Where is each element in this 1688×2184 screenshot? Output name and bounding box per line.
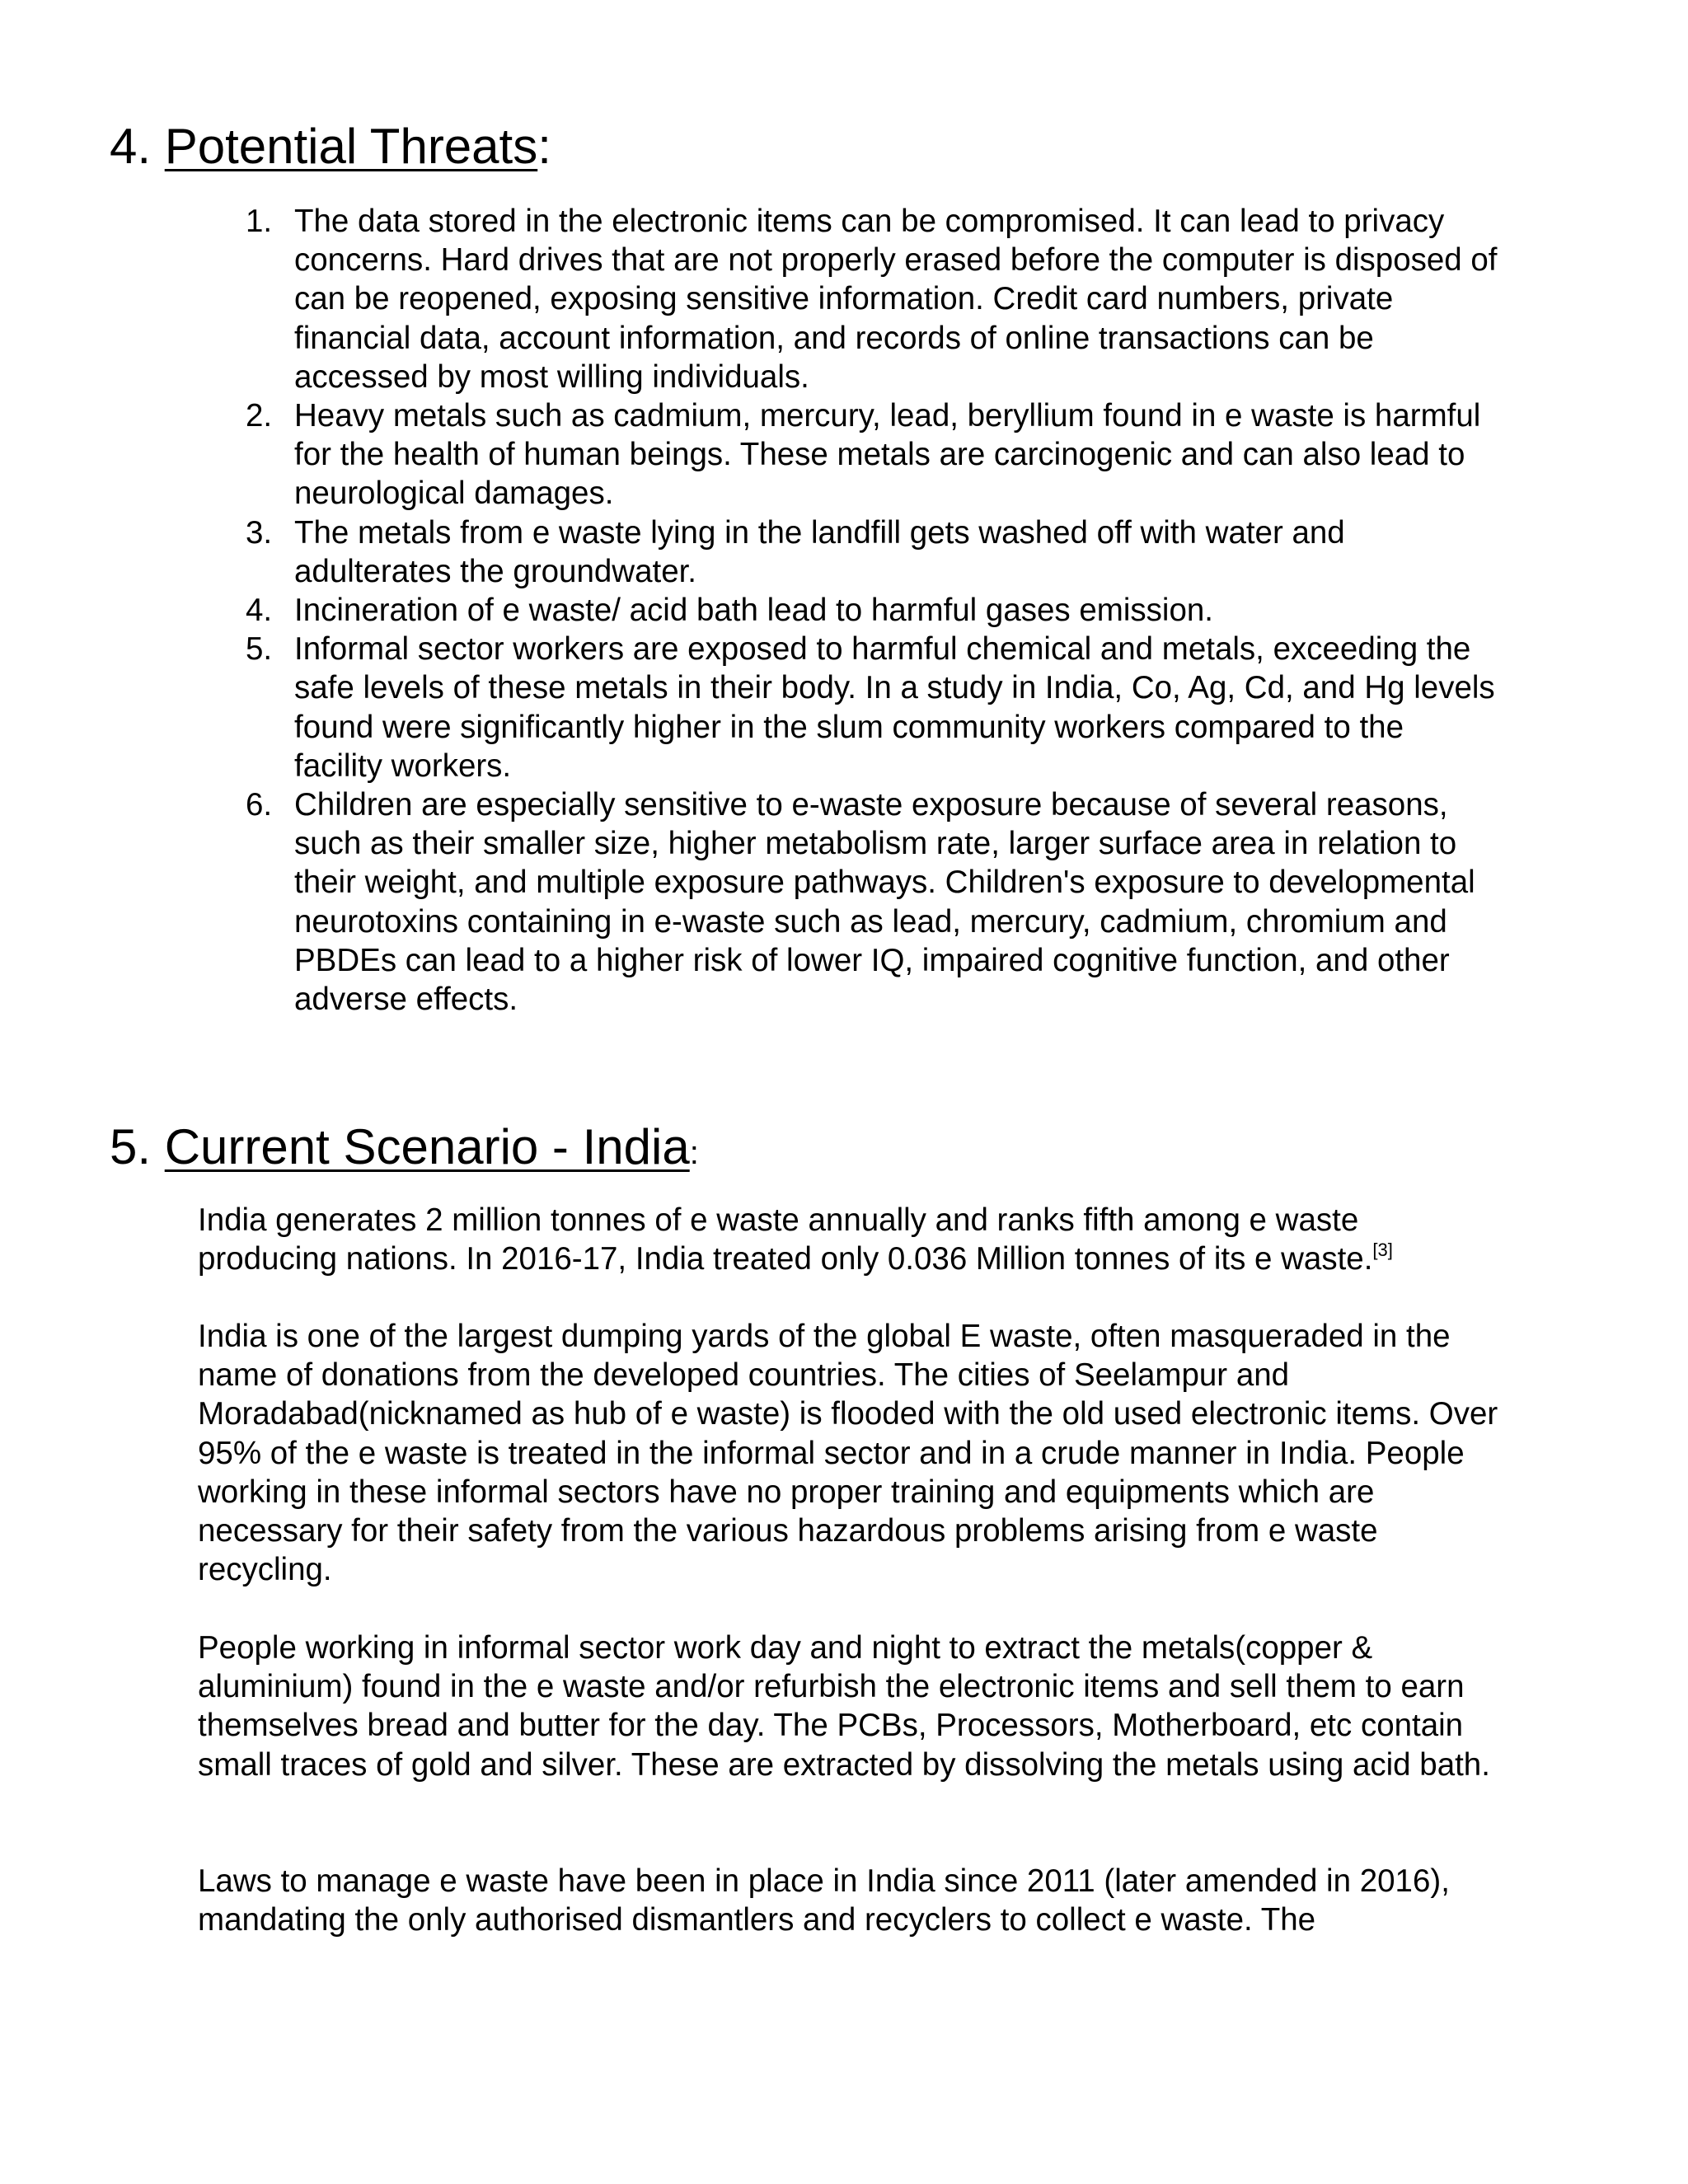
paragraph-text: India generates 2 million tonnes of e waste annually and ranks fifth among e waste producing nations. In 2016-17, India treated only 0.036 Million tonnes of its e waste. xyxy=(198,1202,1373,1277)
list-item xyxy=(0,630,1498,785)
list-item-number: 5. xyxy=(246,631,273,668)
paragraph-generation-stats xyxy=(198,1201,1500,1278)
paragraph-laws: Laws to manage e waste have been in place in India since 2011 (later amended in 2016), mandating the only authorised dismantlers and recyclers to collect e waste. The xyxy=(198,1863,1450,1938)
section-5-heading xyxy=(110,1118,699,1183)
list-item-number: 3. xyxy=(246,514,273,551)
list-item xyxy=(0,785,1498,1019)
list-item-number: 4. xyxy=(246,593,273,629)
list-item xyxy=(0,591,1498,630)
citation-reference[interactable]: [3] xyxy=(1372,1240,1393,1261)
list-item xyxy=(0,396,1498,513)
list-item xyxy=(0,202,1498,396)
paragraph-dumping-yards: India is one of the largest dumping yards of the global E waste, often masqueraded in the name of donations from the developed countries. The cities of Seelampur and Moradabad(nicknamed as hub of e waste) is flooded with the old used electronic items. Over 95% of the e waste is treated in the informal sector and in a crude manner in India. People working in these informal sectors have no proper training and equipments which are necessary for their safety from the various hazardous problems arising from e waste recycling. xyxy=(198,1319,1498,1588)
section-4-heading xyxy=(110,117,551,176)
section-5-number: 5. xyxy=(110,1119,152,1174)
section-4-colon: : xyxy=(537,119,551,174)
list-item-text: The data stored in the electronic items can be compromised. It can lead to privacy concerns. Hard drives that are not properly erased before the computer is disposed of can be reopened, exposing sensitive information. Credit card numbers, private financial data, account information, and records of online transactions can be accessed by most willing individuals. xyxy=(294,204,1498,395)
list-item-text: Heavy metals such as cadmium, mercury, lead, beryllium found in e waste is harmful for the health of human beings. These metals are carcinogenic and can also lead to neurological damages. xyxy=(294,398,1481,512)
list-item-number: 2. xyxy=(246,398,273,434)
list-item-number: 6. xyxy=(246,787,273,823)
list-item-text: Incineration of e waste/ acid bath lead to harmful gases emission. xyxy=(294,593,1213,629)
list-item-text: The metals from e waste lying in the landfill gets washed off with water and adulterates the groundwater. xyxy=(294,514,1345,589)
list-item-text: Informal sector workers are exposed to harmful chemical and metals, exceeding the safe levels of these metals in their body. In a study in India, Co, Ag, Cd, and Hg levels found were significantly higher in the slum community workers compared to the facility workers. xyxy=(294,631,1495,784)
list-item xyxy=(0,513,1498,591)
threats-list xyxy=(0,202,1688,1019)
section-4-title: Potential Threats xyxy=(164,119,538,174)
section-5-title: Current Scenario - India xyxy=(164,1119,690,1174)
list-item-number: 1. xyxy=(246,204,273,239)
paragraph-informal-sector: People working in informal sector work day and night to extract the metals(copper & aluminium) found in the e waste and/or refurbish the electronic items and sell them to earn themselves bread and butter for the day. The PCBs, Processors, Motherboard, etc contain small traces of gold and silver. These are extracted by dissolving the metals using acid bath. xyxy=(198,1630,1490,1783)
section-4-number: 4. xyxy=(110,119,152,174)
list-item-text: Children are especially sensitive to e-waste exposure because of several reasons, such as their smaller size, higher metabolism rate, larger surface area in relation to their weight, and multiple exposure pathways. Children's exposure to developmental neurotoxins containing in e-waste such as lead, mercury, cadmium, chromium and PBDEs can lead to a higher risk of lower IQ, impaired cognitive function, and other adverse effects. xyxy=(294,787,1475,1018)
section-5-colon: : xyxy=(689,1135,699,1171)
